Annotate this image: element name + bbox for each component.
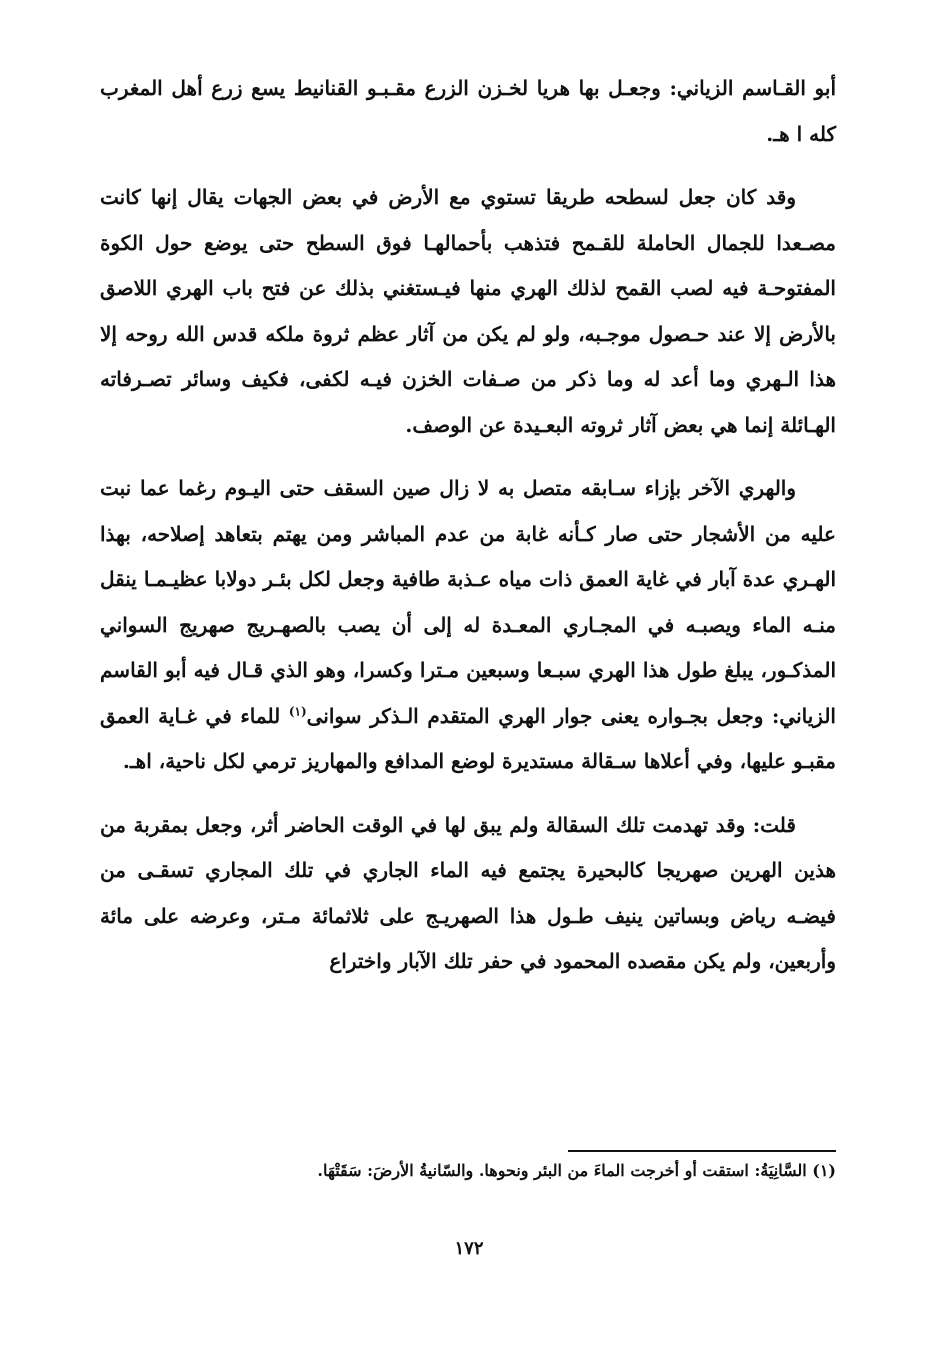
page-number: ١٧٢ [454, 1238, 484, 1259]
footnote: (١) السَّانِيَةُ: استقت أو أخرجت الماءَ من البئر ونحوها. والسّانيةُ الأرضَ: سَقَتْهَا. [317, 1161, 836, 1180]
paragraph [100, 66, 836, 157]
paragraph-text: والهري الآخر بإزاء سـابقه متصل به لا زال صين السقف حتى اليـوم رغما عما نبت عليه من الأشجار حتى صار كـأنه غابة من عدم المباشر ومن يهتم بتعاهد إصلاحه، بهذا الهـري عدة آبار في غاية العمق ذات مياه عـذبة طافية وجعل لكل بئـر دولابا عظيـمـا ينقل منـه الماء ويصبـه في المجـاري المعـدة له إلى أن يصب بالصهـريج صهريج السواني المذكـور، يبلغ طول هذا الهري سبـعا وسبعين مـترا وكسرا، وهو الذي قـال فيه أبو القاسم الزياني: وجعل بجـواره يعنى جوار الهري المتقدم الـذكر سوانى [100, 476, 837, 728]
page-body [100, 66, 836, 985]
paragraph [100, 466, 836, 785]
paragraph [100, 175, 836, 448]
paragraph-text: وقد كان جعل لسطحه طريقا تستوي مع الأرض في بعض الجهات يقال إنها كانت مصـعدا للجمال الحاملة للقـمح فتذهب بأحمالهـا فوق السطح حتى يوضع حول الكوة المفتوحـة فيه لصب القمح لذلك الهري منها فيـستغني بذلك عن فتح باب الهري اللاصق بالأرض إلا عند حـصول موجـبه، ولو لم يكن من آثار عظم ثروة ملكه قدس الله روحه إلا هذا الـهري وما أعد له وما ذكر من صـفات الخزن فيـه لكفى، فكيف وسائر تصـرفاته الهـائلة إنما هي بعض آثار ثروته البعـيدة عن الوصف. [100, 185, 836, 437]
paragraph-text: قلت: وقد تهدمت تلك السقالة ولم يبق لها في الوقت الحاضر أثر، وجعل بمقربة من هذين الهرين صهريجا كالبحيرة يجتمع فيه الماء الجاري في تلك المجاري تسقـى من فيضـه رياض وبساتين ينيف طـول هذا الصهريـج على ثلاثمائة مـتر، وعرضه على مائة وأربعين، ولم يكن مقصده المحمود في حفر تلك الآبار واختراع [100, 812, 836, 973]
paragraph [100, 803, 836, 985]
paragraph-text: أبو القـاسم الزياني: وجعـل بها هريا لخـزن الزرع مقـبـو القنانيط يسع زرع أهل المغرب كله ا هـ. [100, 76, 836, 146]
footnote-divider [568, 1150, 836, 1152]
paragraph-text-continued: للماء في غـاية العمق مقبـو عليها، وفي أعلاها سـقالة مستديرة لوضع المدافع والمهاريز ترمي لكل ناحية، اهـ. [100, 703, 836, 773]
footnote-reference[interactable]: (١) [288, 703, 307, 718]
